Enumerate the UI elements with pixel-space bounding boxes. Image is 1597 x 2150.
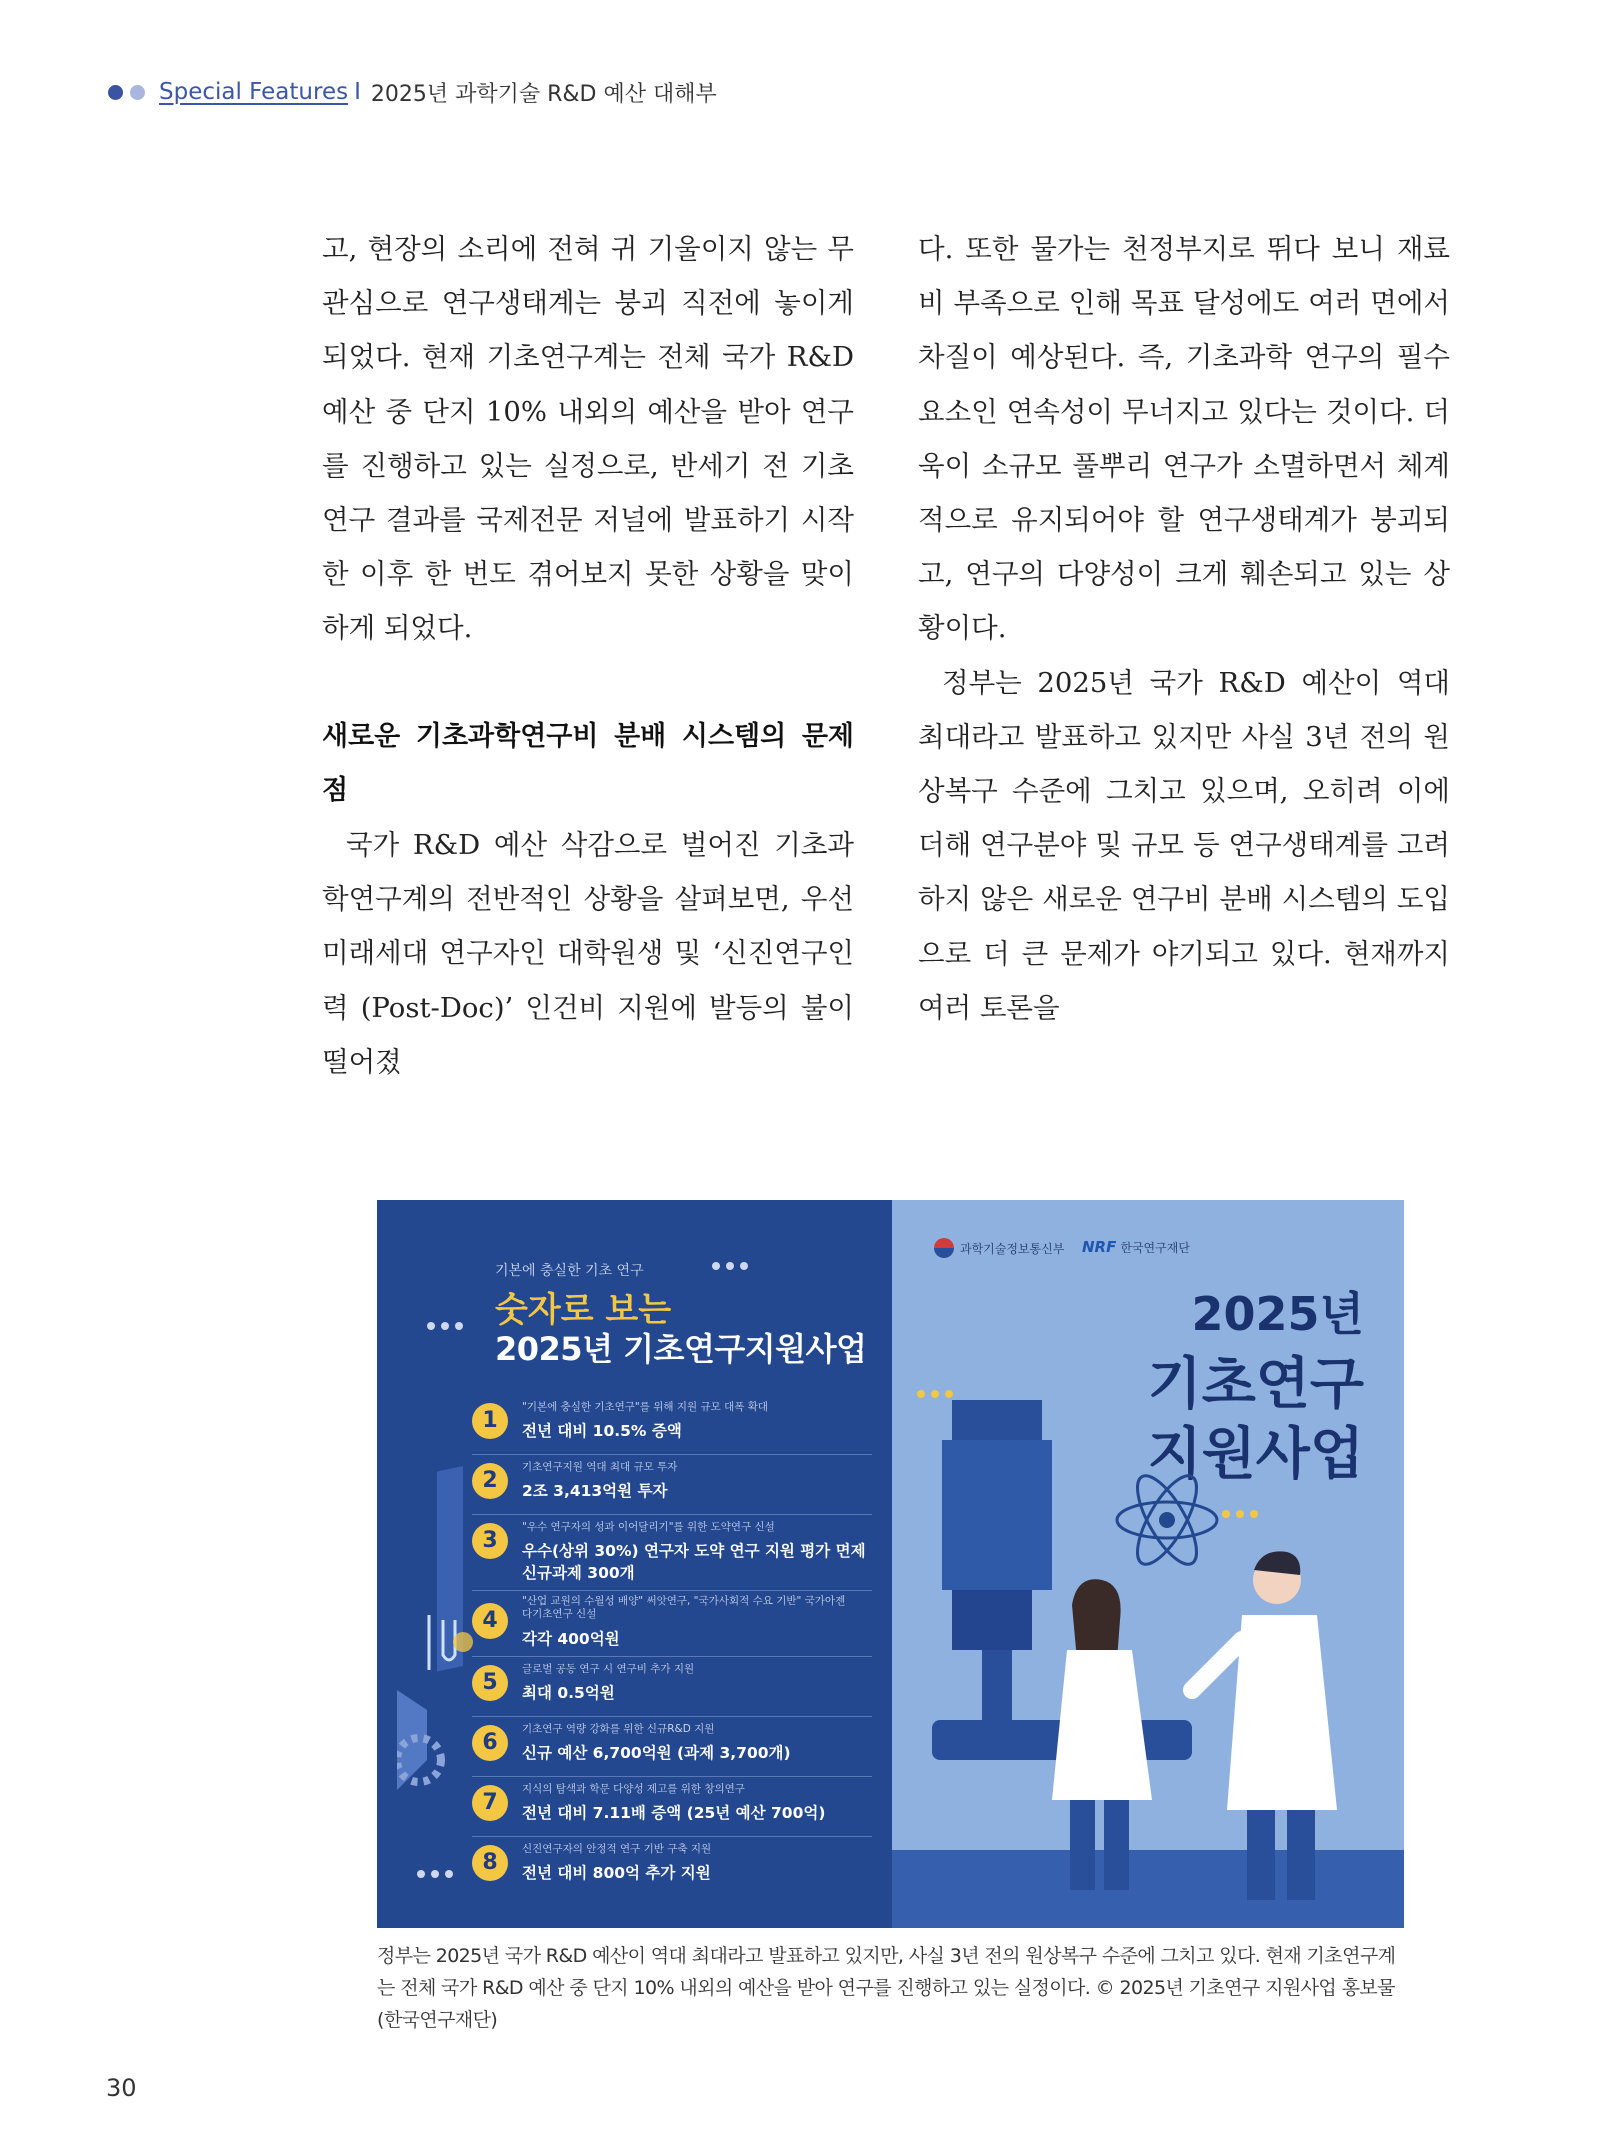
item-value: 각각 400억원 [522,1630,620,1648]
item-value: 신규과제 300개 [522,1564,635,1582]
item-value: 최대 0.5억원 [522,1684,615,1702]
poster-headline: 지원사업 [1147,1422,1364,1487]
decorative-dots-icon [712,1262,748,1270]
infographic-title: 숫자로 보는 [495,1290,672,1330]
item-description: 기초연구 역량 강화를 위한 신규R&D 지원 [522,1723,715,1735]
infographic-item [472,1395,872,1455]
item-description: "우수 연구자의 성과 이어달리기"를 위한 도약연구 신설 [522,1521,775,1533]
item-value: 전년 대비 7.11배 증액 (25년 예산 700억) [522,1804,826,1822]
item-value: 전년 대비 10.5% 증액 [522,1422,682,1440]
header-separator: I [354,79,361,105]
section-subheading: 새로운 기초과학연구비 분배 시스템의 문제점 [322,720,854,806]
atom-icon [1117,1468,1217,1573]
ministry-name: 과학기술정보통신부 [960,1241,1065,1256]
item-value: 2조 3,413억원 투자 [522,1482,668,1500]
decorative-dots-icon [417,1870,453,1878]
nrf-logo [1082,1238,1190,1256]
infographic-left-panel [377,1200,892,1928]
ministry-logo [934,1238,1064,1258]
infographic-item [472,1717,872,1777]
running-header [108,72,717,112]
item-description: 신진연구자의 안정적 연구 기반 구축 지원 [522,1843,712,1855]
infographic-title: 2025년 기초연구지원사업 [495,1330,867,1368]
infographic-kicker: 기본에 충실한 기초 연구 [495,1263,644,1279]
researcher-man-figure [1192,1551,1337,1900]
item-number-badge: 5 [472,1665,508,1701]
researcher-woman-figure [1052,1579,1152,1890]
left-column [322,222,854,1089]
nrf-logo-mark: NRF [1082,1238,1117,1256]
item-value: 전년 대비 800억 추가 지원 [522,1864,711,1882]
infographic-right-panel [892,1200,1404,1928]
item-number-badge: 6 [472,1725,508,1761]
lab-equipment-icon [397,1460,477,1820]
body-paragraph: 국가 R&D 예산 삭감으로 벌어진 기초과학연구계의 전반적인 상황을 살펴보면, 우선 미래세대 연구자인 대학원생 및 ‘신진연구인력 (Post-Doc)’ 인건비 지원에 발등의 불이 떨어졌 [322,829,854,1078]
item-number-badge: 7 [472,1785,508,1821]
body-paragraph: 다. 또한 물가는 천정부지로 뛰다 보니 재료비 부족으로 인해 목표 달성에도 여러 면에서 차질이 예상된다. 즉, 기초과학 연구의 필수 요소인 연속성이 무너지고 있다는 것이다. 더욱이 소규모 풀뿌리 연구가 소멸하면서 체계적으로 유지되어야 할 연구생태계가 붕괴되고, 연구의 다양성이 크게 훼손되고 있는 상황이다. [918,233,1450,645]
infographic-item [472,1657,872,1717]
poster-headline: 기초연구 [1147,1352,1364,1417]
infographic-item [472,1455,872,1515]
infographic-item [472,1515,872,1591]
researchers-illustration [892,1380,1404,1928]
bullet-dot-icon [130,85,145,100]
infographic-item [472,1837,872,1897]
body-paragraph: 정부는 2025년 국가 R&D 예산이 역대 최대라고 발표하고 있지만 사실 3년 전의 원상복구 수준에 그치고 있으며, 오히려 이에 더해 연구분야 및 규모 등 연구생태계를 고려하지 않은 새로운 연구비 분배 시스템의 도입으로 더 큰 문제가 야기되고 있다. 현재까지 여러 토론을 [918,666,1450,1024]
item-number-badge: 3 [472,1523,508,1559]
figure-caption: 정부는 2025년 국가 R&D 예산이 역대 최대라고 발표하고 있지만, 사실 3년 전의 원상복구 수준에 그치고 있다. 현재 기초연구계는 전체 국가 R&D 예산 중 단지 10% 내외의 예산을 받아 연구를 진행하고 있는 실정이다. © 2025년 기초연구 지원사업 홍보물(한국연구재단) [377,1945,1396,2031]
item-description: 지식의 탐색과 학문 다양성 제고를 위한 창의연구 [522,1783,745,1795]
nrf-name: 한국연구재단 [1120,1240,1190,1255]
item-description: "기본에 충실한 기초연구"를 위해 지원 규모 대폭 확대 [522,1401,769,1413]
item-description: 글로벌 공동 연구 시 연구비 추가 지원 [522,1663,695,1675]
page-number: 30 [106,2074,137,2102]
infographic-figure [377,1200,1404,1928]
right-column [918,222,1450,1035]
item-number-badge: 2 [472,1463,508,1499]
item-number-badge: 4 [472,1603,508,1639]
bullet-dot-icon [108,85,123,100]
ministry-emblem-icon [934,1238,954,1258]
item-number-badge: 8 [472,1845,508,1881]
item-number-badge: 1 [472,1403,508,1439]
section-label: Special Features [159,79,349,105]
item-value: 우수(상위 30%) 연구자 도약 연구 지원 평가 면제 [522,1542,866,1560]
body-paragraph: 고, 현장의 소리에 전혀 귀 기울이지 않는 무관심으로 연구생태계는 붕괴 직전에 놓이게 되었다. 현재 기초연구계는 전체 국가 R&D 예산 중 단지 10% 내외의 예산을 받아 연구를 진행하고 있는 실정으로, 반세기 전 기초연구 결과를 국제전문 저널에 발표하기 시작한 이후 한 번도 겪어보지 못한 상황을 맞이하게 되었다. [322,233,854,645]
decorative-dots-icon [427,1322,463,1330]
item-description: "산업 교원의 수월성 배양" 써앗연구, "국가사회적 수요 기반" 국가아젠다기초연구 신설 [522,1595,846,1620]
poster-headline: 2025년 [1191,1287,1364,1341]
infographic-item [472,1591,872,1657]
header-title: 2025년 과학기술 R&D 예산 대해부 [370,81,717,107]
item-value: 신규 예산 6,700억원 (과제 3,700개) [522,1744,791,1762]
item-description: 기초연구지원 역대 최대 규모 투자 [522,1461,678,1473]
infographic-item [472,1777,872,1837]
